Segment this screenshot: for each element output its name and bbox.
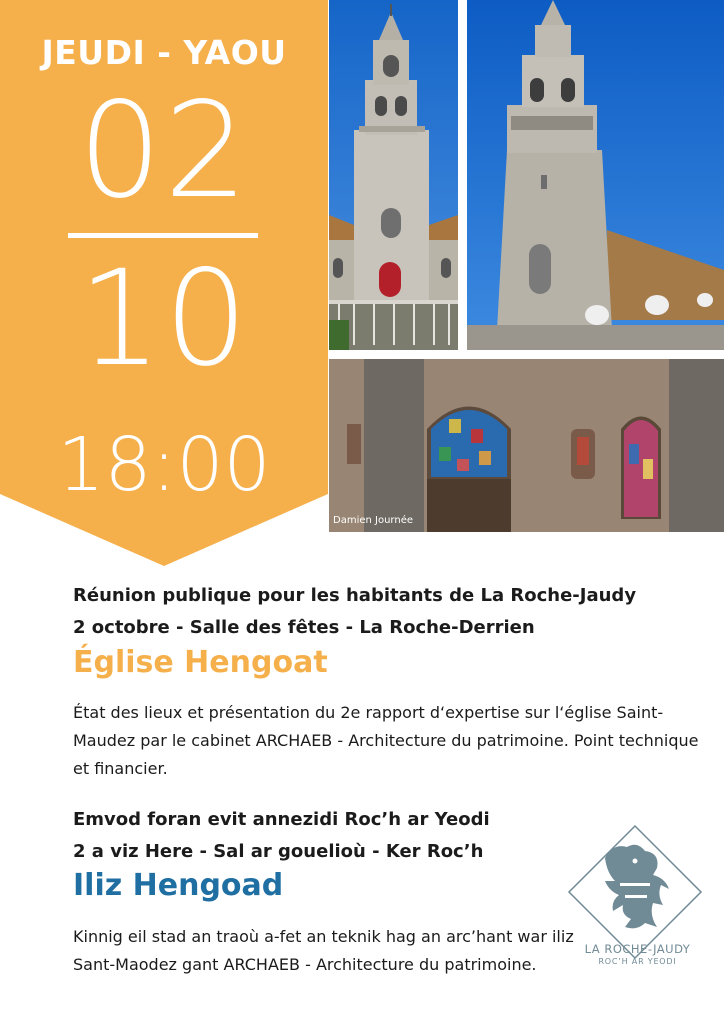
logo-subname: ROC’H AR YEODI: [598, 957, 677, 966]
church-tower-photo: [467, 0, 724, 350]
breton-intro-line: Emvod foran evit annezidi Roc’h ar Yeodi: [73, 809, 490, 830]
french-description: État des lieux et présentation du 2e rapport d‘expertise sur l‘église Saint-Maudez par le cabinet ARCHAEB - Architecture du patrimoine. Point technique et financier.: [73, 703, 699, 778]
date-day-number: 02: [78, 74, 250, 228]
day-label: JEUDI - YAOU: [41, 33, 287, 72]
breton-title: Iliz Hengoad: [73, 868, 284, 903]
french-details-line: 2 octobre - Salle des fêtes - La Roche-Derrien: [73, 617, 535, 638]
logo-name: LA ROCHE-JAUDY: [584, 942, 691, 956]
french-intro-line: Réunion publique pour les habitants de La Roche-Jaudy: [73, 585, 637, 606]
french-title: Église Hengoat: [73, 645, 328, 680]
date-banner: [0, 0, 328, 566]
date-month-number: 10: [78, 242, 250, 396]
church-interior-photo: [329, 359, 724, 532]
event-time: 18:00: [57, 422, 271, 508]
breton-details-line: 2 a viz Here - Sal ar gouelioù - Ker Roc’h: [73, 841, 484, 862]
date-divider: [68, 233, 258, 238]
breton-description: Kinnig eil stad an traoù a-fet an teknik hag an arc’hant war iliz Sant-Maodez gant ARCHAEB - Architecture du patrimoine.: [73, 927, 574, 974]
church-facade-photo: [329, 0, 458, 350]
photo-credit: Damien Journée: [333, 515, 413, 526]
